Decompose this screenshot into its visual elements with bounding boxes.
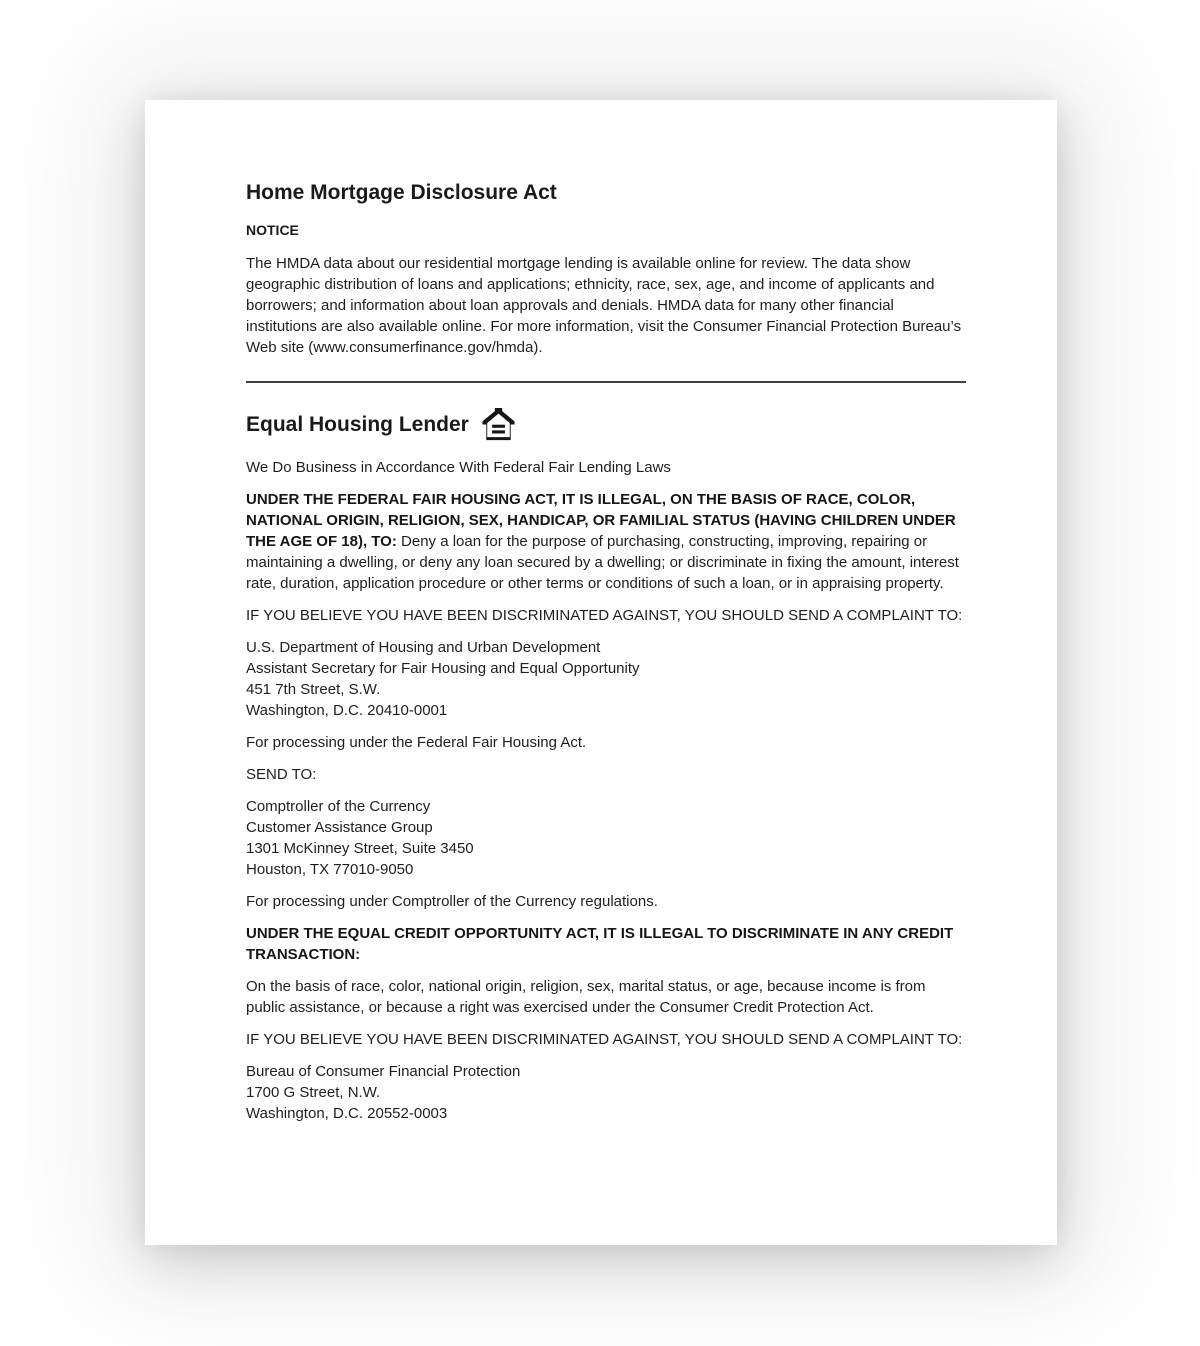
cfpb-address-block <box>246 1061 966 1124</box>
cfpb-address-line: Bureau of Consumer Financial Protection <box>246 1063 521 1080</box>
equal-housing-title-row <box>246 408 966 441</box>
hud-address-line: Assistant Secretary for Fair Housing and Equal Opportunity <box>246 660 640 677</box>
cfpb-address-line: Washington, D.C. 20552-0003 <box>246 1105 448 1122</box>
occ-address-line: Customer Assistance Group <box>246 819 433 836</box>
occ-address-line: 1301 McKinney Street, Suite 3450 <box>246 840 474 857</box>
hud-address-line: 451 7th Street, S.W. <box>246 681 381 698</box>
document-page <box>145 100 1057 1245</box>
cfpb-address-line: 1700 G Street, N.W. <box>246 1084 381 1101</box>
occ-address-block <box>246 796 966 880</box>
fair-housing-act-body: Deny a loan for the purpose of purchasing, constructing, improving, repairing or maintaining a dwelling, or deny any loan secured by a dwelling; or discriminate in fixing the amount, interest rate, duration, application procedure or other terms or conditions of such a loan, or in appraising property. <box>246 533 959 592</box>
occ-processing-note: For processing under Comptroller of the Currency regulations. <box>246 893 658 910</box>
occ-address-line: Comptroller of the Currency <box>246 798 431 815</box>
hmda-body-paragraph: The HMDA data about our residential mortgage lending is available online for review. The data show geographic distribution of loans and applications; ethnicity, race, sex, age, and income of applicants and borrowers; and information about loan approvals and denials. HMDA data for many other financial institutions are also available online. For more information, visit the Consumer Financial Protection Bureau’s Web site (www.consumerfinance.gov/hmda). <box>246 255 962 356</box>
hud-address-line: U.S. Department of Housing and Urban Development <box>246 639 601 656</box>
section-divider <box>246 381 966 383</box>
equal-housing-icon <box>480 408 517 441</box>
hud-processing-note: For processing under the Federal Fair Housing Act. <box>246 734 587 751</box>
occ-address-line: Houston, TX 77010-9050 <box>246 861 414 878</box>
hmda-notice-label: NOTICE <box>246 222 299 238</box>
fair-housing-act-paragraph <box>246 489 966 594</box>
ecoa-body-paragraph: On the basis of race, color, national origin, religion, sex, marital status, or age, because income is from public assistance, or because a right was exercised under the Consumer Credit Protection Act. <box>246 978 926 1016</box>
equal-housing-title: Equal Housing Lender <box>246 412 469 436</box>
ecoa-bold-text: UNDER THE EQUAL CREDIT OPPORTUNITY ACT, IT IS ILLEGAL TO DISCRIMINATE IN ANY CREDIT TRANSACTION: <box>246 925 954 963</box>
send-to-label: SEND TO: <box>246 766 317 783</box>
hud-address-line: Washington, D.C. 20410-0001 <box>246 702 448 719</box>
complaint-instruction-2: IF YOU BELIEVE YOU HAVE BEEN DISCRIMINATED AGAINST, YOU SHOULD SEND A COMPLAINT TO: <box>246 1031 963 1048</box>
complaint-instruction-1: IF YOU BELIEVE YOU HAVE BEEN DISCRIMINATED AGAINST, YOU SHOULD SEND A COMPLAINT TO: <box>246 607 963 624</box>
ecoa-bold-paragraph <box>246 923 966 965</box>
fair-lending-tagline: We Do Business in Accordance With Federal Fair Lending Laws <box>246 459 671 476</box>
fair-housing-act-bold-lead: UNDER THE FEDERAL FAIR HOUSING ACT, IT IS ILLEGAL, ON THE BASIS OF RACE, COLOR, NATIONAL ORIGIN, RELIGION, SEX, HANDICAP, OR FAMILIAL STATUS (HAVING CHILDREN UNDER THE AGE OF 18), TO: <box>246 491 956 550</box>
hmda-title: Home Mortgage Disclosure Act <box>246 181 557 204</box>
hud-address-block <box>246 637 966 721</box>
